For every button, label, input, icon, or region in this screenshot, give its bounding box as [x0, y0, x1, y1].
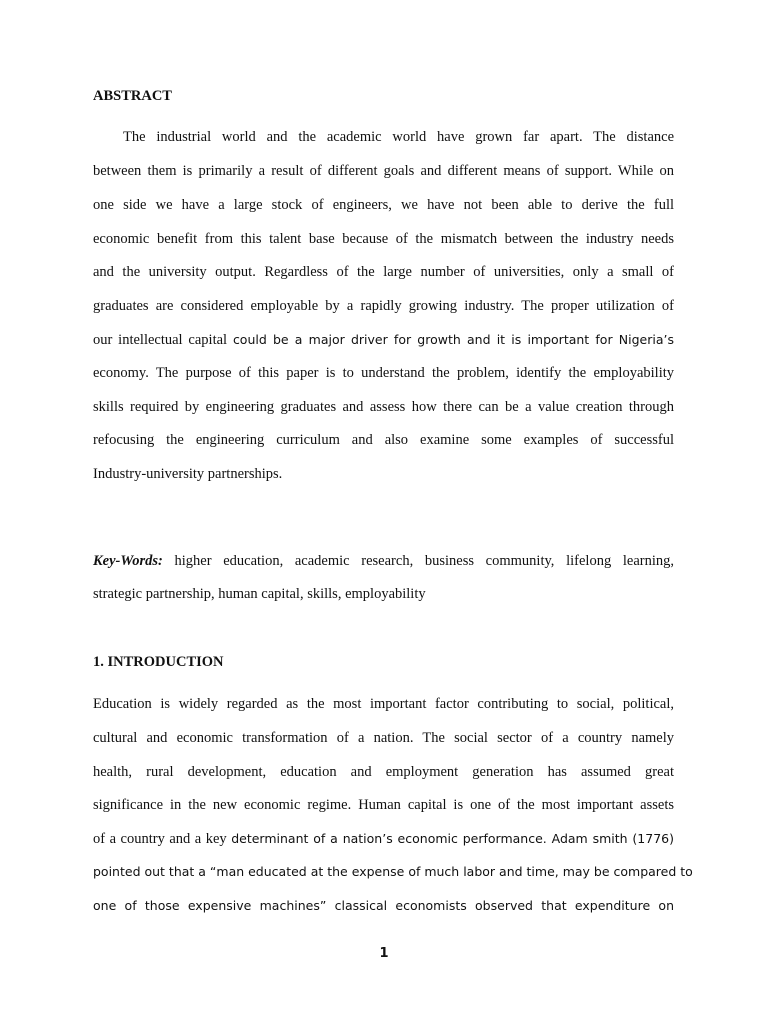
keywords-line-1 [93, 551, 674, 571]
intro-line-2: cultural and economic transformation of a nation. The social sector of a country namely [93, 730, 674, 746]
abstract-line-1: The industrial world and the academic world have grown far apart. The distance [123, 129, 674, 145]
abstract-line-7-serif: our intellectual capital [93, 332, 233, 348]
intro-line-7: one of those expensive machines” classical economists observed that expenditure on [93, 898, 674, 913]
abstract-line-5: and the university output. Regardless of the large number of universities, only a small of [93, 264, 674, 280]
intro-line-6: pointed out that a “man educated at the expense of much labor and time, may be compared to [93, 864, 693, 879]
abstract-line-7-sans: could be a major driver for growth and it is important for Nigeria’s [232, 332, 674, 347]
abstract-heading: ABSTRACT [93, 88, 172, 104]
abstract-line-7 [93, 330, 674, 350]
abstract-line-3: one side we have a large stock of engineers, we have not been able to derive the full [93, 197, 674, 213]
abstract-line-9: skills required by engineering graduates and assess how there can be a value creation through [93, 399, 674, 415]
introduction-heading: 1. INTRODUCTION [93, 654, 224, 670]
abstract-line-6: graduates are considered employable by a rapidly growing industry. The proper utilization of [93, 298, 674, 314]
keywords-text-1: higher education, academic research, business community, lifelong learning, [162, 553, 674, 569]
abstract-line-11: Industry-university partnerships. [93, 466, 283, 482]
intro-line-1: Education is widely regarded as the most important factor contributing to social, political, [93, 696, 674, 712]
intro-line-5 [93, 829, 674, 849]
intro-line-3: health, rural development, education and employment generation has assumed great [93, 764, 674, 780]
abstract-line-4: economic benefit from this talent base because of the mismatch between the industry needs [93, 231, 674, 247]
abstract-line-8: economy. The purpose of this paper is to understand the problem, identify the employability [93, 365, 674, 381]
intro-line-4: significance in the new economic regime. Human capital is one of the most important assets [93, 797, 674, 813]
intro-line-5-serif: of a country and a key [93, 831, 232, 847]
keywords-label: Key-Words: [93, 553, 163, 569]
abstract-line-10: refocusing the engineering curriculum and also examine some examples of successful [93, 432, 674, 448]
page-number: 1 [379, 946, 389, 961]
intro-line-5-sans: determinant of a nation’s economic performance. Adam smith (1776) [231, 831, 674, 846]
abstract-line-2: between them is primarily a result of different goals and different means of support. While on [93, 163, 674, 179]
keywords-line-2: strategic partnership, human capital, skills, employability [93, 586, 426, 602]
